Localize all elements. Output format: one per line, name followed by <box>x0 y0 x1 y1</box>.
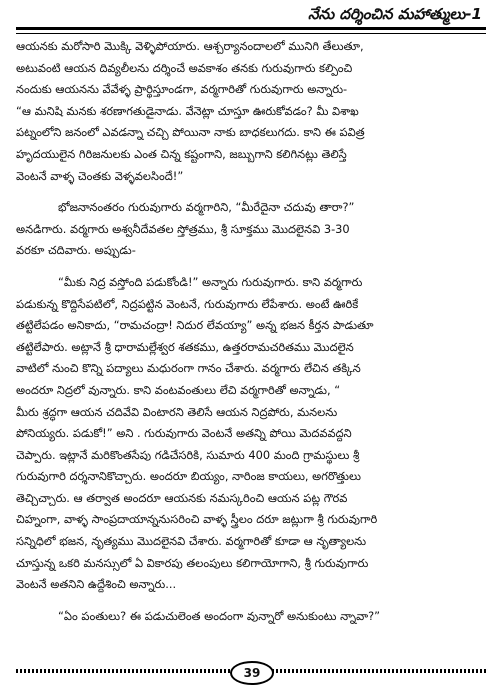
text-line: గురువుగారి దర్శనానికొచ్చారు. అందరూ బియ్యం, నారింజ కాయలు, అగరొత్తులు <box>16 469 361 484</box>
paragraph-gap <box>16 596 484 606</box>
text-line: చిహ్నంగా, వాళ్ళ సాంప్రదాయాన్ననుసరించి వాళ్ళ స్త్రీలం దరూ జట్లుగా శ్రీ గురువుగారి <box>16 512 378 527</box>
text-line: పడుకున్న కొద్దిసేపటిలో, నిద్రపట్టిన వెంటనే, గురువుగారు లేపేశారు. అంటే ఊరికే <box>16 296 359 311</box>
text-line: పోనియ్యరు. పడుకో!” అని . గురువుగారు వెంటనే అతన్ని పోయి మెదవవద్దని <box>16 426 352 441</box>
text-line: చెప్పారు. ఇట్లానే మరికొంతసేపు గడిచేసరికి, సుమారు 400 మంది గ్రామస్థులు శ్రీ <box>16 447 360 462</box>
text-line: సన్నిధిలో భజన, నృత్యము మొదలైనవి చేశారు. వర్మగారితో కూడా ఆ నృత్యాలను <box>16 534 367 549</box>
page-number: 39 <box>230 661 274 685</box>
paragraph-gap <box>16 187 484 197</box>
text-line: తట్టిలేపడం అనికాదు, “రామచంద్రా! నిదుర లేవయ్యా” అన్న భజన కీర్తన పాడుతూ <box>16 318 374 333</box>
paragraph-gap <box>16 262 484 272</box>
text-line: భోజనానంతరం గురువుగారు వర్మగారిని, “మీరేదైనా చదువు తారా?” <box>58 200 355 215</box>
text-line: హృదయులైన గిరిజనులకు ఎంత చిన్న కష్టంగాని, జబ్బుగాని కలిగినట్లు తెలిస్తే <box>16 146 347 161</box>
text-line: మీరు శ్రద్ధగా ఆయన చదివేవి వింటారని తెలిసే ఆయన నిద్రపోరు, మనలను <box>16 404 338 419</box>
text-line: తెచ్చిచ్చారు. ఆ తర్వాత అందరూ ఆయనకు నమస్కరించి ఆయన పట్ల గౌరవ <box>16 490 348 505</box>
text-line: “ఆ మనిషి మనకు శరణాగతుడైనాడు. వేనెట్లా చూస్తూ ఊరుకోవడం? మీ విశాఖ <box>16 103 359 118</box>
header-rule-thin <box>16 33 486 34</box>
text-line: తట్టిలేపారు. అట్లానే శ్రీ ధారామల్లేశ్వర శతకము, ఉత్తరరామచరితము మొదలైన <box>16 339 354 354</box>
text-line: పట్నంలోని జనంలో ఎవడన్నా చచ్చి పోయినా నాకు బాధకలుగదు. కాని ఈ పవిత్ర <box>16 125 365 140</box>
text-line: అటువంటి ఆయన దివ్యలీలను దర్శించే అవకాశం తనకు గురువుగారు కల్పించి <box>16 60 353 75</box>
text-line: “మీకు నిద్ర వస్తోంది పడుకోండి!” అన్నారు గురువుగారు. కాని వర్మగారు <box>58 274 363 289</box>
header-rule-thick <box>16 27 486 30</box>
text-line: ఆయనకు మరోసారి మొక్కి వెళ్ళిపోయారు. ఆశ్చర్యానందాలలో మునిగి తేలుతూ, <box>16 39 364 53</box>
body-text <box>16 36 484 627</box>
text-line: “ఏం పంతులు? ఈ పడుచులెంత అందంగా వున్నారో అనుకుంటు న్నావా?” <box>58 608 381 623</box>
text-line: అందరూ నిద్రలో వున్నారు. కాని వంటవంతులు లేచి వర్మగారితో అన్నాడు, “ <box>16 382 341 397</box>
text-line: అనడిగారు. వర్మగారు అశ్వనీదేవతల స్తోత్రము, శ్రీ సూక్తము మొదలైనవి 3-30 <box>16 221 350 236</box>
text-line: చూస్తున్న ఒకరి మనస్సులో ఏ వికారపు తలంపులు కలిగాయోగాని, శ్రీ గురువుగారు <box>16 555 369 570</box>
text-line: వెంటనే అతనిని ఉద్దేశించి అన్నారు... <box>16 577 177 592</box>
text-line: వరకూ చదివారు. అప్పుడు- <box>16 243 136 258</box>
running-header-title: నేను దర్శించిన మహాత్ములు-1 <box>307 5 482 23</box>
text-line: వెంటనే వాళ్ళ చెంతకు వెళ్ళవలసిందే!” <box>16 168 184 183</box>
text-line: నందుకు ఆయనను వేవేళ్ళ ప్రార్థిస్తూండగా, వర్మగారితో గురువుగారు అన్నారు- <box>16 82 348 97</box>
text-line: వాటిలో నుంచి కొన్ని పద్యాలు మధురంగా గానం చేశారు. వర్మగారు లేచిన తక్కిన <box>16 361 361 376</box>
